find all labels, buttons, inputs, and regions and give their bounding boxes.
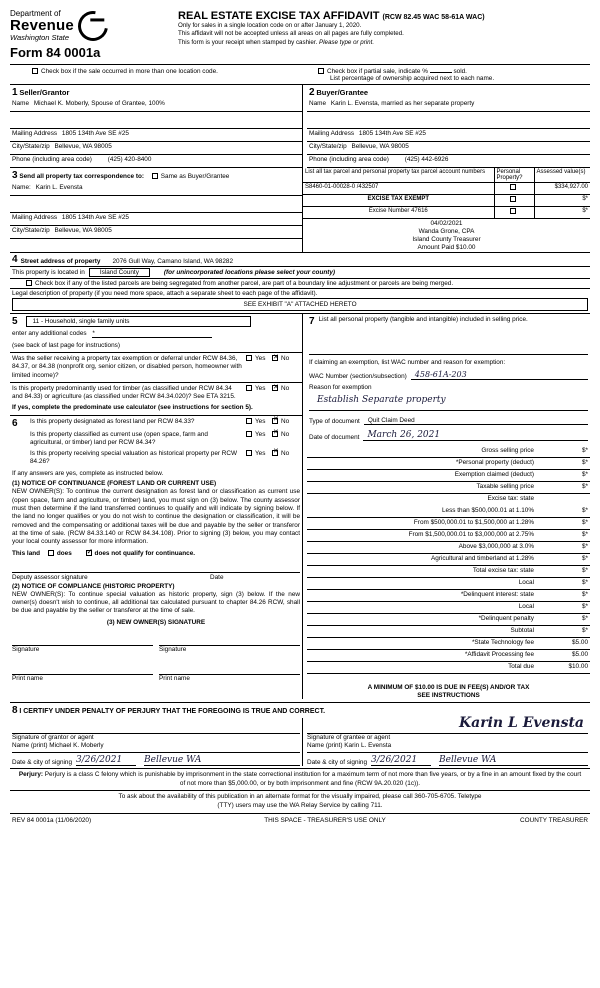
buyer-mailing-label: Mailing Address: [309, 130, 355, 138]
buyer-phone-field[interactable]: [307, 155, 590, 168]
correspondence-citystate-value: Bellevue, WA 98005: [54, 227, 112, 235]
money-label: Exemption claimed (deduct): [454, 471, 534, 479]
personal-property-cell[interactable]: [494, 207, 534, 219]
deputy-assessor-signature-label: Deputy assessor signature: [12, 573, 88, 581]
notice-continuance-body: NEW OWNER(S): To continue the current designation as forest land or classification as current use (open space, farm and agriculture, or timber) land, you must sign on (3) below. The county assessor must then determine if the land transferred continues to qualify and will indicate by signing below. If the land no longer qualifies or you do not wish to continue the designation or classification, it will be removed and the compensating or additional taxes will be due and payable by the seller or transferor at the time of sale. (RCW 84.33.140 or RCW 84.34.108). Prior to signing (3) below, you may contact your local county assessor for more information.: [12, 488, 300, 546]
new-owner-signature-input-2[interactable]: [159, 628, 300, 646]
table-row: [303, 207, 590, 219]
money-label: *Delinquent penalty: [478, 615, 534, 623]
money-row: [307, 650, 590, 662]
seller-name-label: Name: [12, 100, 30, 108]
current-use-no-checkbox[interactable]: [272, 431, 278, 437]
street-address-value: 2076 Gull Way, Camano Island, WA 98282: [112, 258, 234, 266]
excise-stamp-block: [303, 219, 590, 252]
no-label: No: [281, 417, 290, 425]
grantor-print-name[interactable]: Name (print) Michael K. Moberly: [12, 741, 300, 753]
grantor-signature-input[interactable]: [12, 718, 300, 734]
personal-property-checkbox[interactable]: [510, 196, 516, 202]
buyer-citystate-field[interactable]: [307, 142, 590, 155]
seller-citystate-field[interactable]: [10, 142, 302, 155]
seller-citystate-label: City/State/zip: [12, 143, 50, 151]
segregated-parcels-label: Check box if any of the listed parcels are being segregated from another parcel, are part of a boundary line adjustment or parcels are being merged.: [35, 280, 454, 288]
correspondence-parcel-row: [10, 168, 590, 252]
partial-sale-percent-input[interactable]: [430, 72, 452, 73]
money-row: [307, 458, 590, 470]
seller-exemption-no-checkbox[interactable]: [272, 355, 278, 361]
assessed-value-cell[interactable]: $*: [534, 195, 590, 207]
correspondence-section-number: 3: [12, 170, 18, 182]
document-type-label: Type of document: [309, 418, 360, 426]
money-row: [307, 566, 590, 578]
historic-property-question: Is this property receiving special valuation as historical property per RCW 84.26?: [30, 449, 238, 465]
yes-label: Yes: [255, 430, 266, 438]
same-as-buyer-checkbox[interactable]: [152, 173, 158, 179]
wac-number-value[interactable]: 458-61A-203: [411, 370, 588, 380]
excise-stamp-treasurer-name: Wanda Grone, CPA: [418, 228, 475, 236]
segregated-parcels-checkbox[interactable]: [26, 280, 32, 286]
current-use-yes-checkbox[interactable]: [246, 431, 252, 437]
signature-label: Signature: [159, 645, 187, 653]
personal-property-list-input[interactable]: [309, 329, 588, 355]
correspondence-name-value: Karin L. Evensta: [35, 184, 83, 192]
correspondence-blank-field[interactable]: [10, 196, 302, 213]
money-row: [307, 590, 590, 602]
new-owner-signature-input-1[interactable]: [12, 628, 153, 646]
money-label: Local: [518, 579, 534, 587]
parcel-table: [303, 168, 590, 219]
grantee-date-value[interactable]: 3/26/2021: [371, 755, 431, 766]
grantee-signature-input[interactable]: [307, 715, 588, 734]
new-owner-print-input-2[interactable]: [159, 659, 300, 675]
buyer-heading: Buyer/Grantee: [316, 88, 369, 98]
department-label: Department of: [10, 9, 61, 18]
grantee-city-value[interactable]: Bellevue WA: [439, 755, 588, 766]
money-amount[interactable]: $*: [581, 591, 588, 599]
seller-exemption-question: Was the seller receiving a property tax exemption or deferral under RCW 84.36, 84.37, or 84.38 (nonprofit org, senior citizen, or disabled person, homeowner with limited income)?: [12, 355, 242, 379]
money-label: *Personal property (deduct): [455, 459, 534, 467]
personal-property-cell[interactable]: [494, 195, 534, 207]
correspondence-name-field[interactable]: [10, 183, 302, 196]
money-row: [307, 578, 590, 590]
print-name-label: Print name: [159, 674, 190, 682]
money-amount[interactable]: $*: [581, 627, 588, 635]
seller-phone-label: Phone (including area code): [12, 156, 92, 164]
assessed-value-cell[interactable]: $*: [534, 207, 590, 219]
correspondence-mailing-field[interactable]: [10, 213, 302, 226]
forest-land-question: Is this property designated as forest land per RCW 84.33?: [30, 417, 195, 425]
timber-agriculture-question: Is this property predominantly used for timber (as classified under RCW 84.34 and 84.33) or agriculture (as classified under RCW 84.34.020)? See ETA 3215.: [12, 385, 236, 401]
money-row: [307, 638, 590, 650]
additional-codes-input[interactable]: *: [92, 330, 212, 338]
section-7-number: 7: [309, 316, 315, 328]
money-amount[interactable]: $10.00: [568, 663, 588, 671]
money-amount[interactable]: $*: [581, 615, 588, 623]
grantee-signature-label: Signature of grantee or agent: [307, 734, 391, 742]
seller-mailing-field[interactable]: [10, 129, 302, 142]
form-subtitle-1: Only for sales in a single location code on or after January 1, 2020.: [178, 22, 362, 29]
historic-no-checkbox[interactable]: [272, 450, 278, 456]
yes-label: Yes: [255, 417, 266, 425]
money-amount[interactable]: $*: [581, 603, 588, 611]
does-not-qualify-checkbox[interactable]: [86, 550, 92, 556]
correspondence-citystate-label: City/State/zip: [12, 227, 50, 235]
seller-exemption-yes-checkbox[interactable]: [246, 355, 252, 361]
parcel-number-cell[interactable]: S8460-01-00028-0 /432507: [303, 183, 494, 195]
yes-label: Yes: [255, 385, 266, 392]
grantor-date-value[interactable]: 3/26/2021: [76, 755, 136, 766]
partial-sale-suffix: sold.: [453, 68, 467, 76]
money-amount[interactable]: $*: [581, 507, 588, 515]
money-amount[interactable]: $*: [581, 579, 588, 587]
located-in-note: (for unincorporated locations please select your county): [163, 269, 336, 277]
does-qualify-checkbox[interactable]: [48, 550, 54, 556]
seller-phone-value: (425) 420-8400: [107, 156, 152, 164]
section-4-number: 4: [12, 254, 18, 266]
grantor-city-value[interactable]: Bellevue WA: [144, 755, 300, 766]
money-row: [307, 614, 590, 626]
money-row: [307, 470, 590, 482]
footer-revision: REV 84 0001a (11/06/2020): [12, 816, 92, 824]
yes-label: Yes: [255, 355, 266, 363]
seller-name-field[interactable]: [10, 99, 302, 112]
buyer-mailing-field[interactable]: [307, 129, 590, 142]
money-label: Total excise tax: state: [472, 567, 534, 575]
money-label: Gross selling price: [481, 447, 534, 455]
no-label: No: [281, 449, 290, 457]
seller-section-number: 1: [12, 87, 18, 99]
document-date-label: Date of document: [309, 434, 360, 442]
exemption-instructions: If claiming an exemption, list WAC number and reason for exemption:: [309, 359, 506, 367]
buyer-citystate-label: City/State/zip: [309, 143, 347, 151]
money-label: *Delinquent interest: state: [460, 591, 534, 599]
correspondence-mailing-label: Mailing Address: [12, 214, 58, 222]
form-title-block: [178, 8, 590, 47]
excise-stamp-amount-paid: Amount Paid $10.00: [417, 244, 476, 252]
certification-statement: I CERTIFY UNDER PENALTY OF PERJURY THAT THE FOREGOING IS TRUE AND CORRECT.: [19, 708, 326, 716]
does-not-label: does not qualify for continuance.: [94, 549, 196, 557]
reason-exemption-value[interactable]: Establish Separate property: [309, 395, 588, 411]
buyer-phone-label: Phone (including area code): [309, 156, 389, 164]
sections-5-6-7-row: [10, 314, 590, 699]
if-any-yes-note: If any answers are yes, complete as instructed below.: [12, 470, 164, 478]
seller-blank-field[interactable]: [10, 112, 302, 129]
forest-land-no-checkbox[interactable]: [272, 418, 278, 424]
section-7-column: [302, 314, 590, 699]
money-amount[interactable]: $*: [581, 543, 588, 551]
correspondence-mailing-value: 1805 134th Ave SE #25: [61, 214, 129, 222]
new-owner-signature-title: (3) NEW OWNER(S) SIGNATURE: [106, 618, 206, 626]
money-amount[interactable]: $5.00: [572, 639, 588, 647]
personal-property-intro: List all personal property (tangible and intangible) included in selling price.: [318, 316, 528, 324]
accessibility-notice: [10, 791, 590, 812]
form-subtitle-3-italic: Please type or print.: [319, 38, 375, 46]
top-check-row: [10, 65, 590, 85]
money-row: [307, 518, 590, 530]
timber-yes-checkbox[interactable]: [246, 385, 252, 391]
money-label: Agricultural and timberland at 1.28%: [430, 555, 534, 563]
correspondence-name-label: Name:: [12, 184, 31, 192]
grantee-print-name[interactable]: Name (print) Karin L. Evensta: [307, 741, 588, 753]
this-land-label: This land: [12, 549, 41, 557]
form-footer: [10, 814, 590, 827]
money-label: From $500,000.01 to $1,500,000 at 1.28%: [413, 519, 534, 527]
money-row: [307, 494, 590, 506]
ownership-note: List percentage of ownership acquired next to each name.: [330, 75, 495, 83]
buyer-mailing-value: 1805 134th Ave SE #25: [358, 130, 426, 138]
document-type-value[interactable]: Quit Claim Deed: [364, 417, 588, 425]
money-amount[interactable]: $5.00: [572, 651, 588, 659]
money-label: Less than $500,000.01 at 1.10%: [441, 507, 534, 515]
yes-label: Yes: [255, 449, 266, 457]
same-as-buyer-label: Same as Buyer/Grantee: [160, 173, 230, 181]
print-name-label: Print name: [12, 674, 43, 682]
partial-sale-checkbox[interactable]: [318, 68, 324, 74]
parcel-section: [302, 168, 590, 252]
grantor-date-label: Date & city of signing: [12, 759, 73, 767]
multi-location-checkbox[interactable]: [32, 68, 38, 74]
section-5-6-column: [10, 314, 302, 699]
buyer-blank-field[interactable]: [307, 112, 590, 129]
money-row: [307, 482, 590, 494]
excise-stamp-date: 04/02/2021: [430, 220, 463, 228]
located-in-label: This property is located in: [12, 269, 85, 277]
form-header: [10, 8, 590, 60]
buyer-phone-value: (425) 442-6926: [404, 156, 449, 164]
additional-codes-label: enter any additional codes: [12, 330, 87, 338]
notice-continuance-title: (1) NOTICE OF CONTINUANCE (FOREST LAND OR CURRENT USE): [12, 480, 217, 488]
notice-compliance-title: (2) NOTICE OF COMPLIANCE (HISTORIC PROPERTY): [12, 582, 175, 590]
signature-label: Signature: [12, 645, 40, 653]
legal-description-label: Legal description of property (if you need more space, attach a separate sheet to each page of the affidavit).: [12, 290, 318, 298]
money-amount[interactable]: $*: [581, 519, 588, 527]
accessibility-line-2: (TTY) users may use the WA Relay Service by calling 711.: [217, 801, 383, 809]
money-row: [307, 626, 590, 638]
money-label: Above $3,000,000 at 3.0%: [458, 543, 534, 551]
money-row: [307, 554, 590, 566]
perjury-notice: [10, 769, 590, 790]
section-6-number: 6: [12, 417, 18, 429]
money-label: *Affidavit Processing fee: [464, 651, 534, 659]
section-5-number: 5: [12, 316, 18, 328]
money-label: Taxable selling price: [476, 483, 534, 491]
correspondence-section: [10, 168, 302, 252]
does-label: does: [56, 549, 72, 557]
grantor-signature-label: Signature of grantor or agent: [12, 734, 94, 742]
buyer-citystate-value: Bellevue, WA 98005: [351, 143, 409, 151]
footer-county-treasurer: COUNTY TREASURER: [520, 816, 588, 824]
no-label: No: [281, 385, 290, 392]
seller-buyer-row: [10, 85, 590, 168]
section-8-certification: [10, 703, 590, 766]
money-label: Excise tax: state: [487, 495, 534, 503]
money-amount[interactable]: $*: [581, 483, 588, 491]
multi-location-label: Check box if the sale occurred in more than one location code.: [41, 68, 218, 76]
forest-land-yes-checkbox[interactable]: [246, 418, 252, 424]
money-label: Local: [518, 603, 534, 611]
section-4-property-address: [10, 253, 590, 311]
form-title-reference: (RCW 82.45 WAC 58-61A WAC): [382, 14, 485, 21]
table-row: [303, 183, 590, 195]
correspondence-citystate-field[interactable]: [10, 226, 302, 239]
buyer-name-value: Karin L. Evensta, married as her separate property: [330, 100, 475, 108]
footer-treasurer-space: THIS SPACE - TREASURER'S USE ONLY: [264, 816, 386, 824]
document-date-value[interactable]: March 26, 2021: [363, 430, 588, 441]
street-address-label: Street address of property: [20, 258, 101, 266]
historic-yes-checkbox[interactable]: [246, 450, 252, 456]
money-amount[interactable]: $*: [581, 555, 588, 563]
parcel-table-header: [303, 168, 590, 183]
new-owner-print-input-1[interactable]: [12, 659, 153, 675]
agency-logo-block: [10, 8, 170, 60]
buyer-name-field[interactable]: [307, 99, 590, 112]
notice-compliance-body: NEW OWNER(S): To continue special valuation as historic property, sign (3) below. If the new owner(s) doesn't wish to continue, all additional tax calculated pursuant to chapter 84.26 RCW, shall be due and payable by the seller or transferor at the time of sale.: [12, 590, 300, 615]
excise-stamp-line-2: Excise Number 47616: [303, 207, 494, 219]
predominate-use-note: If yes, complete the predominate use calculator (see instructions for section 5).: [12, 403, 253, 411]
deputy-date-label: Date: [210, 573, 224, 581]
money-row: [307, 446, 590, 458]
money-amount[interactable]: $*: [581, 447, 588, 455]
money-label: Total due: [508, 663, 534, 671]
legal-description-value[interactable]: SEE EXHIBIT "A" ATTACHED HERETO: [12, 298, 588, 311]
money-row: [307, 542, 590, 554]
see-instructions-note: SEE INSTRUCTIONS: [417, 692, 480, 700]
no-label: No: [281, 430, 290, 438]
partial-sale-label: Check box if partial sale, indicate %: [327, 68, 428, 76]
excise-stamp-treasurer-title: Island County Treasurer: [412, 236, 481, 244]
money-row: [307, 662, 590, 674]
seller-heading: Seller/Grantor: [19, 88, 70, 98]
personal-property-cell[interactable]: [494, 183, 534, 195]
seller-citystate-value: Bellevue, WA 98005: [54, 143, 112, 151]
perjury-text: Perjury is a class C felony which is punishable by imprisonment in the state correctional institution for a maximum term of not more than five years, or by a fine in an amount fixed by the court of not more than $5,000.00, or by both imprisonment and fine (RCW 9A.20.020 (1c)).: [44, 771, 582, 787]
seller-phone-field[interactable]: [10, 155, 302, 168]
no-label: No: [281, 355, 290, 363]
assessed-value-cell[interactable]: $334,927.00: [534, 183, 590, 195]
personal-property-checkbox[interactable]: [510, 184, 516, 190]
money-amount[interactable]: $*: [581, 471, 588, 479]
section-8-number: 8: [12, 705, 18, 717]
form-subtitle-3: This form is your receipt when stamped by cashier.: [178, 38, 318, 46]
current-use-question: Is this property classified as current use (open space, farm and agricultural, or timber) land per RCW 84.34?: [30, 430, 208, 447]
deputy-assessor-signature-input[interactable]: [12, 559, 300, 573]
money-row: [307, 602, 590, 614]
revenue-swoosh-icon: [72, 5, 114, 47]
minimum-due-note: A MINIMUM OF $10.00 IS DUE IN FEE(S) AND/OR TAX: [367, 684, 530, 692]
see-back-instructions: (see back of last page for instructions): [12, 342, 120, 350]
land-use-code-select[interactable]: 11 - Household, single family units: [26, 316, 251, 327]
assessed-value-col-header: Assessed value(s): [534, 168, 590, 183]
table-row: [303, 195, 590, 207]
personal-property-col-header: Personal Property?: [494, 168, 534, 183]
parcel-col-header: List all tax parcel and personal property tax parcel account numbers: [303, 168, 494, 183]
grantee-date-label: Date & city of signing: [307, 759, 368, 767]
money-amount[interactable]: $*: [581, 459, 588, 467]
wac-number-label: WAC Number (section/subsection): [309, 373, 407, 381]
buyer-section: [302, 85, 590, 168]
money-amount[interactable]: $*: [581, 531, 588, 539]
tax-calculation-table: [307, 446, 590, 674]
seller-mailing-value: 1805 134th Ave SE #25: [61, 130, 129, 138]
reason-exemption-label: Reason for exemption: [309, 384, 372, 392]
form-number: Form 84 0001a: [10, 45, 101, 61]
revenue-label: Revenue: [10, 17, 74, 35]
money-label: *State Technology fee: [471, 639, 534, 647]
money-row: [307, 506, 590, 518]
money-label: Subtotal: [510, 627, 534, 635]
personal-property-checkbox[interactable]: [510, 208, 516, 214]
seller-section: [10, 85, 302, 168]
excise-stamp-line-1: EXCISE TAX EXEMPT: [303, 195, 494, 207]
money-row: [307, 530, 590, 542]
accessibility-line-1: To ask about the availability of this publication in an alternate format for the visually impaired, please call 360-705-6705. Teletype: [118, 793, 482, 801]
form-subtitle-2: This affidavit will not be accepted unless all areas on all pages are fully completed.: [178, 30, 404, 38]
buyer-name-label: Name: [309, 100, 327, 108]
buyer-section-number: 2: [309, 87, 315, 99]
perjury-title: Perjury:: [18, 771, 43, 779]
form-title: REAL ESTATE EXCISE TAX AFFIDAVIT: [178, 10, 380, 22]
county-select[interactable]: Island County: [89, 268, 150, 277]
money-label: From $1,500,000.01 to $3,000,000 at 2.75%: [408, 531, 534, 539]
correspondence-heading: Send all property tax correspondence to:: [19, 173, 144, 181]
state-label: Washington State: [10, 33, 70, 43]
timber-no-checkbox[interactable]: [272, 385, 278, 391]
seller-mailing-label: Mailing Address: [12, 130, 58, 138]
seller-name-value: Michael K. Moberly, Spouse of Grantee, 100%: [33, 100, 165, 108]
money-amount[interactable]: $*: [581, 567, 588, 575]
grantee-signature-value: Karin L Evensta: [458, 715, 584, 732]
